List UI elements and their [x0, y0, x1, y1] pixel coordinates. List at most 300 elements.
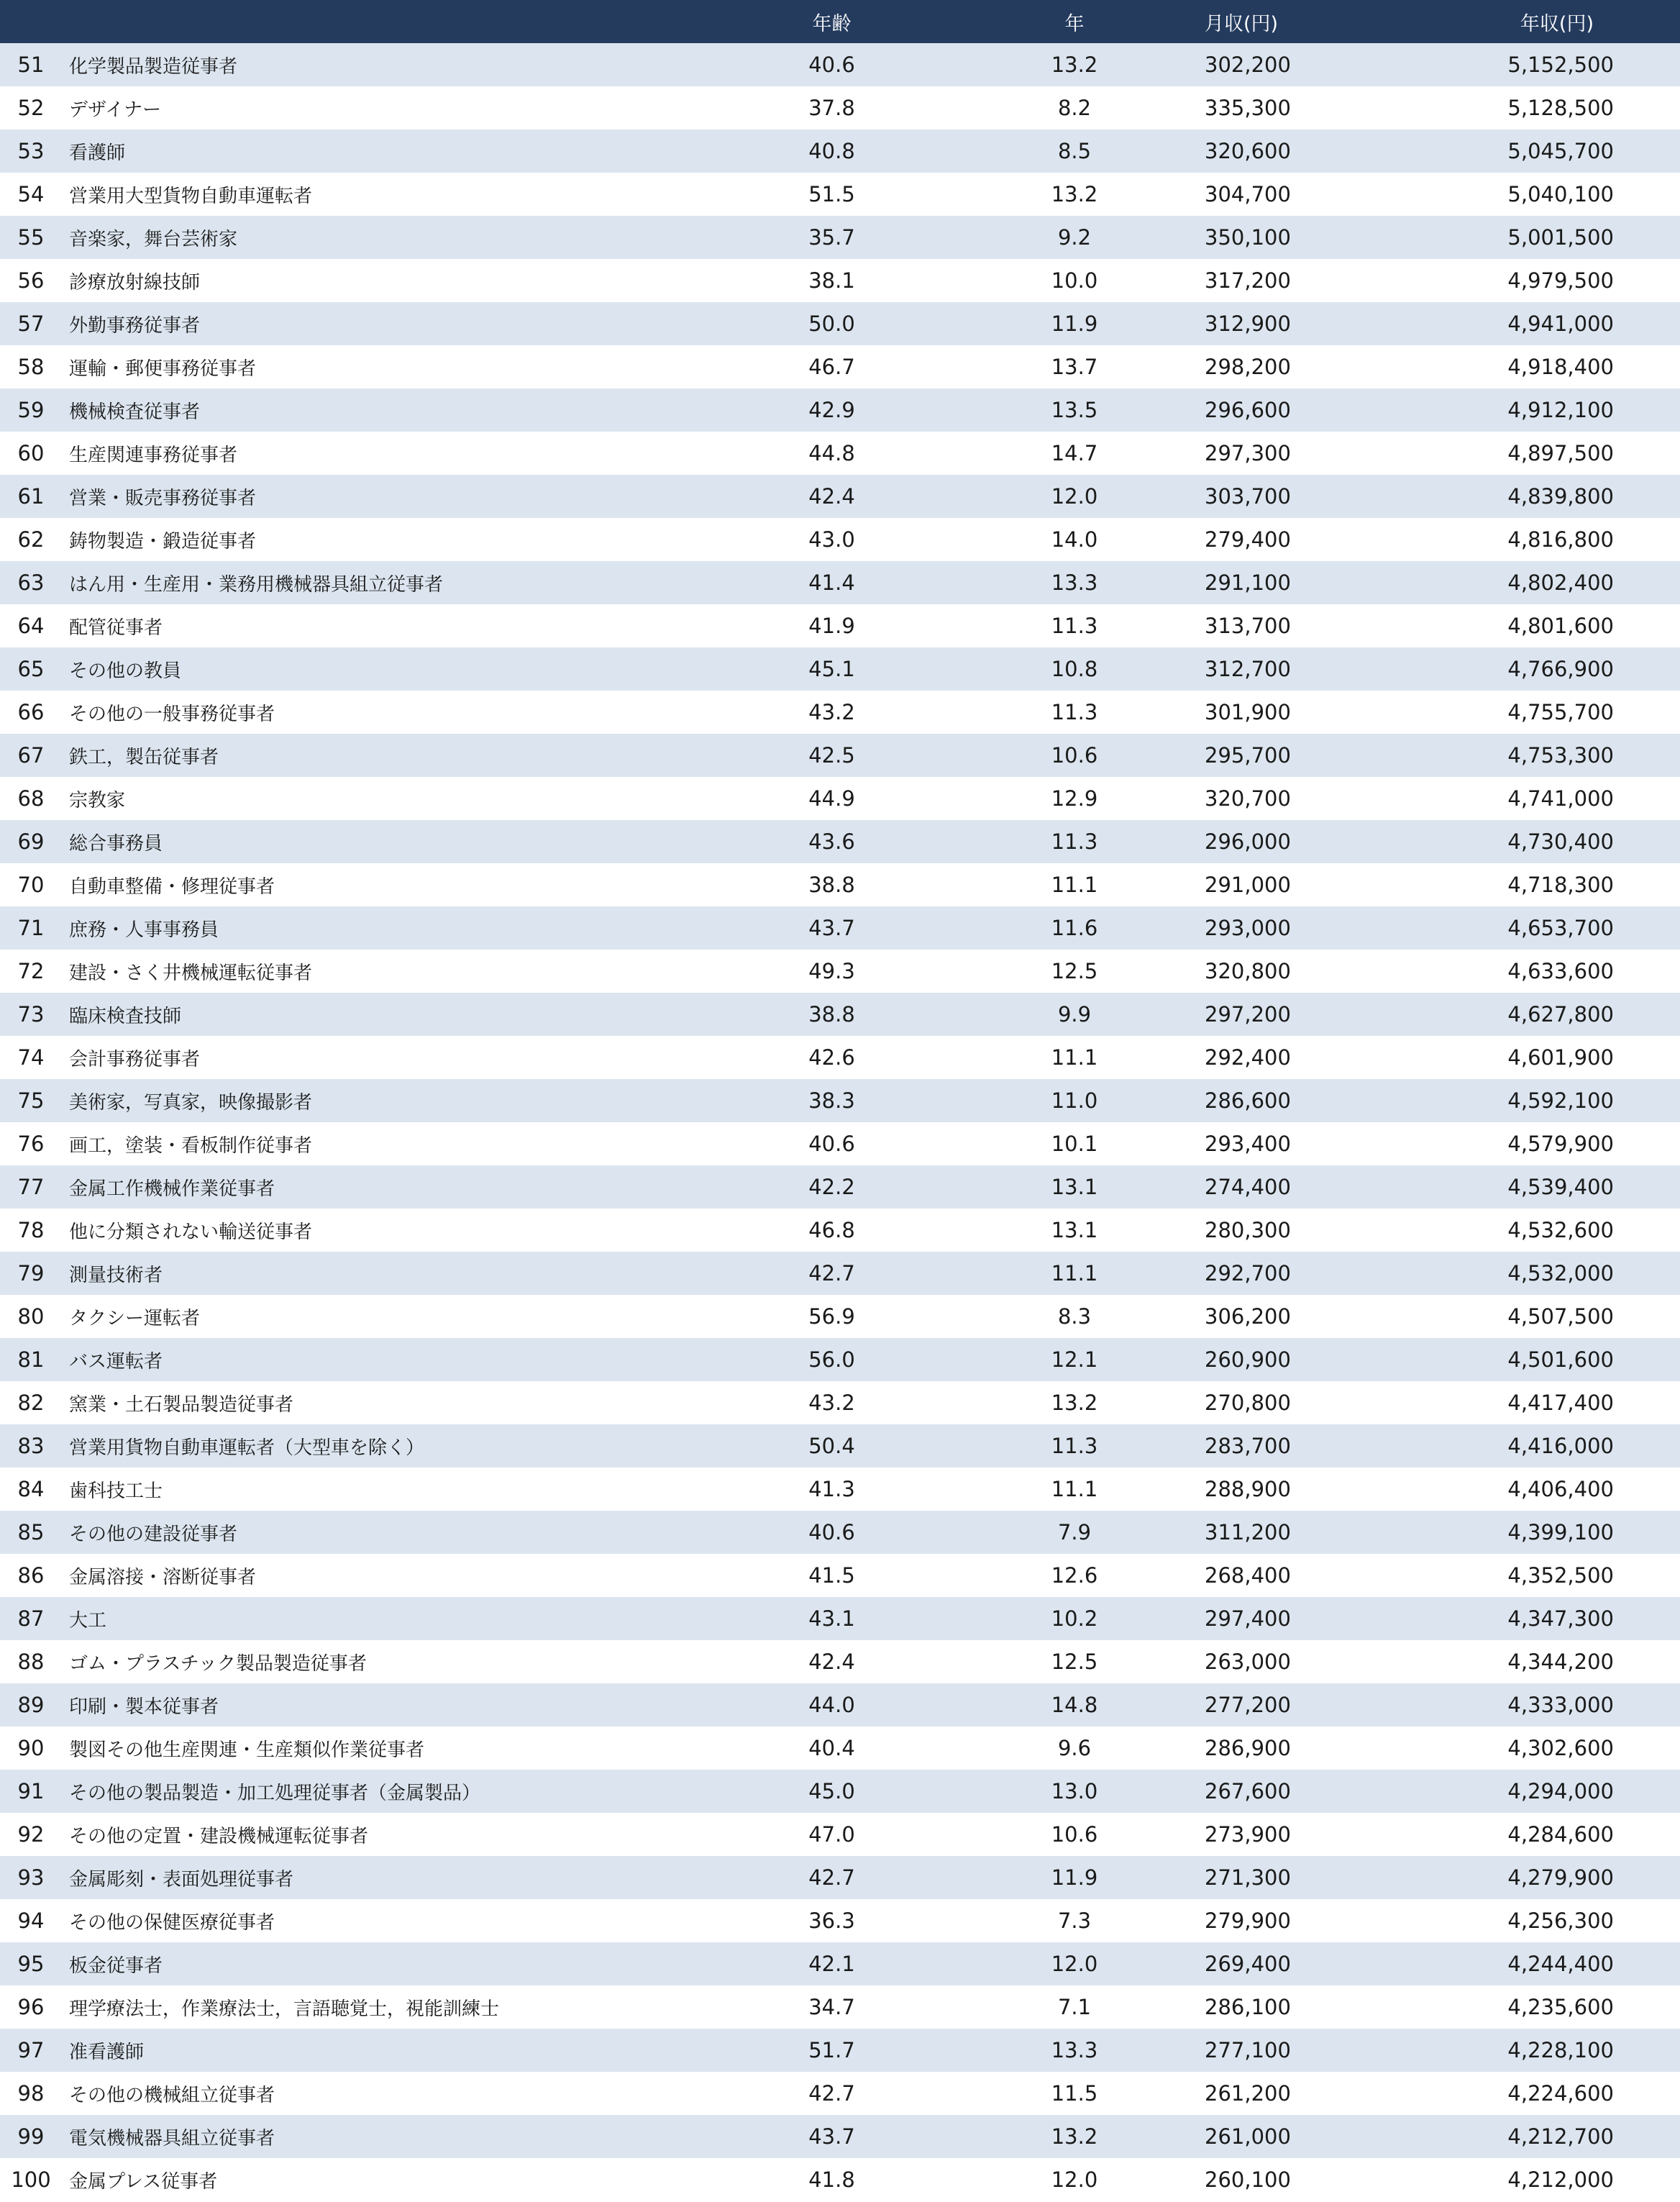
monthly-income-cell: 335,300 — [1205, 96, 1291, 120]
table-row — [0, 173, 1680, 216]
annual-income-cell: 4,839,800 — [1507, 484, 1614, 509]
rank-cell: 70 — [17, 873, 45, 897]
job-title-cell: はん用・生産用・業務用機械器具組立従事者 — [69, 573, 444, 596]
age-cell: 41.9 — [808, 614, 855, 638]
age-cell: 51.7 — [808, 2038, 855, 2062]
years-cell: 11.1 — [1051, 1477, 1098, 1501]
table-row — [0, 1209, 1680, 1252]
rank-cell: 82 — [17, 1391, 45, 1415]
monthly-income-cell: 286,600 — [1205, 1088, 1291, 1113]
years-cell: 12.5 — [1051, 1650, 1098, 1674]
table-row — [0, 518, 1680, 561]
annual-income-cell: 4,406,400 — [1507, 1477, 1614, 1501]
rank-cell: 71 — [17, 916, 45, 940]
table-row — [0, 1942, 1680, 1985]
years-cell: 7.3 — [1057, 1908, 1092, 1933]
table-row — [0, 1079, 1680, 1122]
rank-cell: 83 — [17, 1434, 45, 1458]
monthly-income-cell: 292,400 — [1205, 1045, 1291, 1070]
age-cell: 38.3 — [808, 1088, 855, 1113]
job-title-cell: その他の一般事務従事者 — [69, 703, 275, 725]
rank-cell: 66 — [17, 700, 45, 724]
rank-cell: 77 — [17, 1175, 45, 1199]
age-cell: 38.8 — [808, 873, 855, 897]
job-title-cell: 大工 — [69, 1609, 107, 1632]
annual-income-cell: 4,601,900 — [1507, 1045, 1614, 1070]
rank-cell: 64 — [17, 614, 45, 638]
monthly-income-cell: 260,100 — [1205, 2167, 1291, 2192]
job-title-cell: 営業用貨物自動車運転者（大型車を除く） — [69, 1437, 425, 1459]
age-cell: 42.7 — [808, 1865, 855, 1890]
annual-income-cell: 4,416,000 — [1507, 1434, 1614, 1458]
table-row — [0, 1683, 1680, 1726]
annual-income-cell: 4,235,600 — [1507, 1995, 1614, 2019]
job-title-cell: 運輸・郵便事務従事者 — [69, 358, 257, 380]
table-row — [0, 2072, 1680, 2115]
rank-cell: 57 — [17, 311, 45, 336]
table-row — [0, 1295, 1680, 1338]
age-cell: 43.6 — [808, 829, 855, 854]
years-cell: 10.1 — [1051, 1132, 1098, 1156]
age-cell: 42.2 — [808, 1175, 855, 1199]
job-title-cell: 歯科技工士 — [69, 1480, 163, 1502]
monthly-income-cell: 270,800 — [1205, 1391, 1291, 1415]
monthly-income-cell: 297,200 — [1205, 1002, 1291, 1027]
annual-income-cell: 4,653,700 — [1507, 916, 1614, 940]
age-cell: 43.7 — [808, 2124, 855, 2149]
age-cell: 40.6 — [808, 1520, 855, 1544]
years-cell: 10.0 — [1051, 268, 1098, 293]
rank-cell: 53 — [17, 139, 45, 163]
table-row — [0, 950, 1680, 993]
years-cell: 12.0 — [1051, 2167, 1098, 2192]
annual-income-cell: 4,302,600 — [1507, 1736, 1614, 1760]
monthly-income-cell: 274,400 — [1205, 1175, 1291, 1199]
years-cell: 11.3 — [1051, 614, 1098, 638]
age-cell: 41.4 — [808, 570, 855, 595]
years-cell: 13.2 — [1051, 53, 1098, 77]
job-title-cell: 金属プレス従事者 — [69, 2170, 218, 2193]
rank-cell: 55 — [17, 225, 45, 250]
annual-income-cell: 4,766,900 — [1507, 657, 1614, 681]
job-title-cell: 准看護師 — [69, 2041, 145, 2063]
annual-income-cell: 4,755,700 — [1507, 700, 1614, 724]
monthly-income-cell: 303,700 — [1205, 484, 1291, 509]
monthly-income-cell: 271,300 — [1205, 1865, 1291, 1890]
annual-income-cell: 4,539,400 — [1507, 1175, 1614, 1199]
table-row — [0, 2115, 1680, 2158]
age-cell: 44.0 — [808, 1693, 855, 1717]
rank-cell: 87 — [17, 1606, 45, 1631]
years-cell: 13.1 — [1051, 1175, 1098, 1199]
years-cell: 11.3 — [1051, 829, 1098, 854]
job-title-cell: その他の教員 — [69, 660, 182, 682]
table-row — [0, 820, 1680, 863]
annual-income-cell: 4,897,500 — [1507, 441, 1614, 465]
years-cell: 8.5 — [1057, 139, 1092, 163]
years-cell: 12.5 — [1051, 959, 1098, 983]
rank-cell: 60 — [17, 441, 45, 465]
job-title-cell: 建設・さく井機械運転従事者 — [69, 962, 313, 984]
job-title-cell: 鉄工，製缶従事者 — [69, 746, 219, 768]
age-cell: 47.0 — [808, 1822, 855, 1847]
rank-cell: 90 — [17, 1736, 45, 1760]
age-cell: 46.7 — [808, 355, 855, 379]
job-title-cell: 宗教家 — [69, 789, 126, 811]
age-cell: 51.5 — [808, 182, 855, 206]
job-title-cell: 印刷・製本従事者 — [69, 1696, 219, 1718]
age-cell: 42.6 — [808, 1045, 855, 1070]
monthly-income-cell: 291,100 — [1205, 570, 1291, 595]
annual-income-cell: 4,627,800 — [1507, 1002, 1614, 1027]
annual-income-cell: 4,212,000 — [1507, 2167, 1614, 2192]
rank-cell: 88 — [17, 1650, 45, 1674]
monthly-income-cell: 350,100 — [1205, 225, 1291, 250]
monthly-income-cell: 268,400 — [1205, 1563, 1291, 1588]
age-cell: 36.3 — [808, 1908, 855, 1933]
years-cell: 14.0 — [1051, 527, 1098, 552]
annual-income-cell: 4,741,000 — [1507, 786, 1614, 811]
job-title-cell: バス運転者 — [69, 1350, 163, 1373]
years-cell: 12.0 — [1051, 1952, 1098, 1976]
table-header-row — [0, 0, 1680, 43]
years-cell: 7.9 — [1057, 1520, 1092, 1544]
years-cell: 10.8 — [1051, 657, 1098, 681]
years-cell: 10.6 — [1051, 1822, 1098, 1847]
annual-income-cell: 4,532,000 — [1507, 1261, 1614, 1286]
rank-cell: 78 — [17, 1218, 45, 1242]
job-title-cell: 化学製品製造従事者 — [69, 55, 238, 78]
annual-income-cell: 5,045,700 — [1507, 139, 1614, 163]
years-cell: 9.9 — [1057, 1002, 1092, 1027]
age-cell: 34.7 — [808, 1995, 855, 2019]
age-cell: 42.7 — [808, 1261, 855, 1286]
annual-income-cell: 4,228,100 — [1507, 2038, 1614, 2062]
years-cell: 8.3 — [1057, 1304, 1092, 1329]
age-cell: 41.5 — [808, 1563, 855, 1588]
age-cell: 43.7 — [808, 916, 855, 940]
monthly-income-cell: 312,700 — [1205, 657, 1291, 681]
job-title-cell: 鋳物製造・鍛造従事者 — [69, 530, 257, 552]
rank-cell: 56 — [17, 268, 45, 293]
rank-cell: 92 — [17, 1822, 45, 1847]
annual-income-cell: 5,152,500 — [1507, 53, 1614, 77]
job-title-cell: 電気機械器具組立従事者 — [69, 2127, 275, 2149]
years-cell: 12.1 — [1051, 1347, 1098, 1372]
rank-cell: 95 — [17, 1952, 45, 1976]
years-cell: 9.2 — [1057, 225, 1092, 250]
annual-income-cell: 4,532,600 — [1507, 1218, 1614, 1242]
rank-cell: 97 — [17, 2038, 45, 2062]
annual-income-cell: 4,244,400 — [1507, 1952, 1614, 1976]
monthly-income-cell: 292,700 — [1205, 1261, 1291, 1286]
age-cell: 49.3 — [808, 959, 855, 983]
monthly-income-cell: 306,200 — [1205, 1304, 1291, 1329]
table-row — [0, 302, 1680, 345]
monthly-income-cell: 293,000 — [1205, 916, 1291, 940]
table-row — [0, 2158, 1680, 2201]
job-title-cell: その他の建設従事者 — [69, 1523, 238, 1545]
table-row — [0, 561, 1680, 604]
rank-cell: 86 — [17, 1563, 45, 1588]
age-cell: 50.0 — [808, 311, 855, 336]
job-title-cell: 画工，塗装・看板制作従事者 — [69, 1134, 313, 1157]
monthly-income-cell: 286,100 — [1205, 1995, 1291, 2019]
header-age: 年齢 — [812, 12, 852, 35]
annual-income-cell: 4,579,900 — [1507, 1132, 1614, 1156]
monthly-income-cell: 312,900 — [1205, 311, 1291, 336]
annual-income-cell: 4,918,400 — [1507, 355, 1614, 379]
annual-income-cell: 4,507,500 — [1507, 1304, 1614, 1329]
age-cell: 44.8 — [808, 441, 855, 465]
age-cell: 50.4 — [808, 1434, 855, 1458]
monthly-income-cell: 320,800 — [1205, 959, 1291, 983]
rank-cell: 85 — [17, 1520, 45, 1544]
years-cell: 12.9 — [1051, 786, 1098, 811]
monthly-income-cell: 277,100 — [1205, 2038, 1291, 2062]
rank-cell: 54 — [17, 182, 45, 206]
monthly-income-cell: 313,700 — [1205, 614, 1291, 638]
table-row — [0, 906, 1680, 950]
annual-income-cell: 4,352,500 — [1507, 1563, 1614, 1588]
annual-income-cell: 4,501,600 — [1507, 1347, 1614, 1372]
years-cell: 11.0 — [1051, 1088, 1098, 1113]
job-title-cell: その他の機械組立従事者 — [69, 2084, 275, 2106]
monthly-income-cell: 261,000 — [1205, 2124, 1291, 2149]
job-title-cell: 音楽家，舞台芸術家 — [69, 228, 238, 250]
table-row — [0, 1252, 1680, 1295]
monthly-income-cell: 297,300 — [1205, 441, 1291, 465]
rank-cell: 69 — [17, 829, 45, 854]
rank-cell: 67 — [17, 743, 45, 768]
years-cell: 10.2 — [1051, 1606, 1098, 1631]
age-cell: 44.9 — [808, 786, 855, 811]
age-cell: 40.6 — [808, 53, 855, 77]
table-row — [0, 993, 1680, 1036]
age-cell: 56.0 — [808, 1347, 855, 1372]
annual-income-cell: 4,212,700 — [1507, 2124, 1614, 2149]
job-title-cell: 理学療法士，作業療法士，言語聴覚士，視能訓練士 — [69, 1998, 500, 2020]
rank-cell: 98 — [17, 2081, 45, 2106]
rank-cell: 76 — [17, 1132, 45, 1156]
table-row — [0, 1468, 1680, 1511]
annual-income-cell: 4,718,300 — [1507, 873, 1614, 897]
age-cell: 41.8 — [808, 2167, 855, 2192]
rank-cell: 93 — [17, 1865, 45, 1890]
table-row — [0, 259, 1680, 302]
table-row — [0, 647, 1680, 691]
annual-income-cell: 4,347,300 — [1507, 1606, 1614, 1631]
header-rank — [0, 0, 62, 43]
rank-cell: 52 — [17, 96, 45, 120]
age-cell: 42.1 — [808, 1952, 855, 1976]
job-title-cell: 板金従事者 — [69, 1955, 163, 1977]
years-cell: 11.9 — [1051, 311, 1098, 336]
annual-income-cell: 4,399,100 — [1507, 1520, 1614, 1544]
table-row — [0, 1165, 1680, 1209]
age-cell: 42.4 — [808, 1650, 855, 1674]
years-cell: 13.3 — [1051, 2038, 1098, 2062]
annual-income-cell: 5,128,500 — [1507, 96, 1614, 120]
monthly-income-cell: 279,900 — [1205, 1908, 1291, 1933]
table-row — [0, 475, 1680, 518]
job-title-cell: 会計事務従事者 — [69, 1048, 201, 1070]
monthly-income-cell: 273,900 — [1205, 1822, 1291, 1847]
years-cell: 13.5 — [1051, 398, 1098, 422]
table-row — [0, 1597, 1680, 1640]
table-row — [0, 1726, 1680, 1770]
table-row — [0, 1856, 1680, 1899]
age-cell: 40.8 — [808, 139, 855, 163]
monthly-income-cell: 269,400 — [1205, 1952, 1291, 1976]
age-cell: 56.9 — [808, 1304, 855, 1329]
job-title-cell: 生産関連事務従事者 — [69, 444, 238, 466]
monthly-income-cell: 277,200 — [1205, 1693, 1291, 1717]
age-cell: 38.1 — [808, 268, 855, 293]
rank-cell: 100 — [11, 2167, 51, 2192]
job-title-cell: 金属溶接・溶断従事者 — [69, 1566, 257, 1588]
annual-income-cell: 4,753,300 — [1507, 743, 1614, 768]
annual-income-cell: 4,294,000 — [1507, 1779, 1614, 1803]
annual-income-cell: 4,816,800 — [1507, 527, 1614, 552]
monthly-income-cell: 293,400 — [1205, 1132, 1291, 1156]
job-title-cell: 看護師 — [69, 142, 126, 164]
annual-income-cell: 4,912,100 — [1507, 398, 1614, 422]
monthly-income-cell: 267,600 — [1205, 1779, 1291, 1803]
annual-income-cell: 4,256,300 — [1507, 1908, 1614, 1933]
years-cell: 11.3 — [1051, 700, 1098, 724]
job-title-cell: 外勤事務従事者 — [69, 314, 201, 337]
years-cell: 13.3 — [1051, 570, 1098, 595]
table-row — [0, 1381, 1680, 1424]
job-title-cell: 製図その他生産関連・生産類似作業従事者 — [69, 1739, 425, 1761]
table-row — [0, 1899, 1680, 1942]
age-cell: 35.7 — [808, 225, 855, 250]
table-row — [0, 1424, 1680, 1468]
age-cell: 46.8 — [808, 1218, 855, 1242]
years-cell: 13.2 — [1051, 1391, 1098, 1415]
monthly-income-cell: 298,200 — [1205, 355, 1291, 379]
table-row — [0, 1036, 1680, 1079]
age-cell: 40.6 — [808, 1132, 855, 1156]
years-cell: 12.0 — [1051, 484, 1098, 509]
annual-income-cell: 4,279,900 — [1507, 1865, 1614, 1890]
age-cell: 43.0 — [808, 527, 855, 552]
table-row — [0, 388, 1680, 432]
job-title-cell: 営業・販売事務従事者 — [69, 487, 257, 509]
table-row — [0, 1640, 1680, 1683]
rank-cell: 81 — [17, 1347, 45, 1372]
annual-income-cell: 4,941,000 — [1507, 311, 1614, 336]
monthly-income-cell: 280,300 — [1205, 1218, 1291, 1242]
job-title-cell: ゴム・プラスチック製品製造従事者 — [69, 1652, 367, 1675]
years-cell: 13.2 — [1051, 182, 1098, 206]
years-cell: 11.6 — [1051, 916, 1098, 940]
years-cell: 11.9 — [1051, 1865, 1098, 1890]
years-cell: 11.1 — [1051, 873, 1098, 897]
age-cell: 43.2 — [808, 700, 855, 724]
years-cell: 8.2 — [1057, 96, 1092, 120]
monthly-income-cell: 263,000 — [1205, 1650, 1291, 1674]
table-row — [0, 604, 1680, 647]
age-cell: 42.5 — [808, 743, 855, 768]
table-row — [0, 216, 1680, 259]
job-title-cell: 臨床検査技師 — [69, 1005, 182, 1027]
table-row — [0, 43, 1680, 86]
annual-income-cell: 4,730,400 — [1507, 829, 1614, 854]
rank-cell: 59 — [17, 398, 45, 422]
annual-income-cell: 4,333,000 — [1507, 1693, 1614, 1717]
monthly-income-cell: 279,400 — [1205, 527, 1291, 552]
rank-cell: 79 — [17, 1261, 45, 1286]
job-title-cell: 金属彫刻・表面処理従事者 — [69, 1868, 294, 1891]
table-row — [0, 432, 1680, 475]
monthly-income-cell: 296,600 — [1205, 398, 1291, 422]
years-cell: 13.7 — [1051, 355, 1098, 379]
age-cell: 42.4 — [808, 484, 855, 509]
years-cell: 7.1 — [1057, 1995, 1092, 2019]
job-title-cell: 診療放射線技師 — [69, 271, 201, 294]
monthly-income-cell: 291,000 — [1205, 873, 1291, 897]
rank-cell: 62 — [17, 527, 45, 552]
job-title-cell: 自動車整備・修理従事者 — [69, 875, 275, 898]
monthly-income-cell: 260,900 — [1205, 1347, 1291, 1372]
rank-cell: 65 — [17, 657, 45, 681]
monthly-income-cell: 302,200 — [1205, 53, 1291, 77]
table-row — [0, 777, 1680, 820]
years-cell: 11.5 — [1051, 2081, 1098, 2106]
age-cell: 42.7 — [808, 2081, 855, 2106]
table-row — [0, 86, 1680, 129]
monthly-income-cell: 304,700 — [1205, 182, 1291, 206]
job-title-cell: タクシー運転者 — [69, 1307, 201, 1329]
job-title-cell: その他の定置・建設機械運転従事者 — [69, 1825, 369, 1847]
monthly-income-cell: 297,400 — [1205, 1606, 1291, 1631]
years-cell: 10.6 — [1051, 743, 1098, 768]
job-title-cell: 他に分類されない輸送従事者 — [69, 1221, 313, 1243]
age-cell: 37.8 — [808, 96, 855, 120]
job-title-cell: その他の保健医療従事者 — [69, 1911, 275, 1934]
annual-income-cell: 4,979,500 — [1507, 268, 1614, 293]
job-title-cell: 機械検査従事者 — [69, 401, 201, 423]
rank-cell: 72 — [17, 959, 45, 983]
rank-cell: 68 — [17, 786, 45, 811]
rank-cell: 91 — [17, 1779, 45, 1803]
table-row — [0, 691, 1680, 734]
rank-cell: 51 — [17, 53, 45, 77]
table-row — [0, 1985, 1680, 2029]
annual-income-cell: 4,284,600 — [1507, 1822, 1614, 1847]
monthly-income-cell: 283,700 — [1205, 1434, 1291, 1458]
monthly-income-cell: 320,600 — [1205, 139, 1291, 163]
job-title-cell: 営業用大型貨物自動車運転者 — [69, 185, 313, 207]
rank-cell: 94 — [17, 1908, 45, 1933]
age-cell: 40.4 — [808, 1736, 855, 1760]
years-cell: 13.0 — [1051, 1779, 1098, 1803]
years-cell: 12.6 — [1051, 1563, 1098, 1588]
annual-income-cell: 5,001,500 — [1507, 225, 1614, 250]
years-cell: 11.1 — [1051, 1045, 1098, 1070]
rank-cell: 89 — [17, 1693, 45, 1717]
annual-income-cell: 4,801,600 — [1507, 614, 1614, 638]
years-cell: 14.7 — [1051, 441, 1098, 465]
age-cell: 45.1 — [808, 657, 855, 681]
years-cell: 11.1 — [1051, 1261, 1098, 1286]
header-years: 年 — [1064, 12, 1085, 35]
job-title-cell: 金属工作機械作業従事者 — [69, 1178, 275, 1200]
table-row — [0, 1122, 1680, 1165]
years-cell: 13.1 — [1051, 1218, 1098, 1242]
